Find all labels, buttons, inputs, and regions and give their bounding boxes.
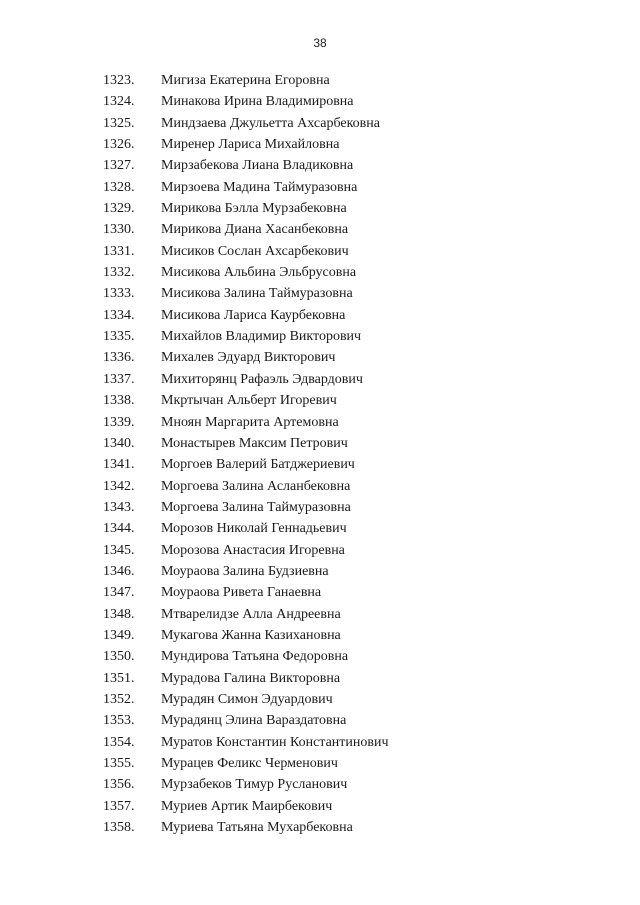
list-item xyxy=(0,134,640,155)
list-item xyxy=(0,198,640,219)
list-item xyxy=(0,817,640,838)
entry-number: 1331. xyxy=(103,243,135,259)
entry-name: Миренер Лариса Михайловна xyxy=(161,137,340,153)
list-item xyxy=(0,774,640,795)
entry-name: Михалев Эдуард Викторович xyxy=(161,350,336,366)
entry-number: 1343. xyxy=(103,499,135,515)
list-item xyxy=(0,412,640,433)
entry-name: Миндзаева Джульетта Ахсарбековна xyxy=(161,115,381,131)
list-item xyxy=(0,454,640,475)
entry-number: 1356. xyxy=(103,777,135,793)
entry-name: Мурзабеков Тимур Русланович xyxy=(161,777,348,793)
entry-number: 1335. xyxy=(103,329,135,345)
list-item xyxy=(0,155,640,176)
list-item xyxy=(0,625,640,646)
entry-name: Мисиков Сослан Ахсарбекович xyxy=(161,243,349,259)
entry-number: 1357. xyxy=(103,798,135,814)
list-item xyxy=(0,241,640,262)
list-item xyxy=(0,796,640,817)
entry-number: 1336. xyxy=(103,350,135,366)
entry-number: 1329. xyxy=(103,201,135,217)
entry-number: 1325. xyxy=(103,115,135,131)
list-item xyxy=(0,753,640,774)
entry-name: Мноян Маргарита Артемовна xyxy=(161,414,339,430)
entry-number: 1330. xyxy=(103,222,135,238)
list-item xyxy=(0,283,640,304)
entry-number: 1355. xyxy=(103,756,135,771)
entry-number: 1351. xyxy=(103,670,135,686)
entry-name: Мундирова Татьяна Федоровна xyxy=(161,649,349,665)
entry-name: Мисикова Залина Таймуразовна xyxy=(161,286,353,302)
list-item xyxy=(0,113,640,134)
list-item xyxy=(0,582,640,603)
entry-name: Моураова Залина Будзиевна xyxy=(161,563,329,579)
entry-name: Минакова Ирина Владимировна xyxy=(161,94,354,110)
entry-name: Моураова Ривета Ганаевна xyxy=(161,585,322,601)
list-item xyxy=(0,433,640,454)
list-item xyxy=(0,262,640,283)
entry-number: 1338. xyxy=(103,393,135,409)
entry-name: Мурадова Галина Викторовна xyxy=(161,670,341,686)
entry-name: Мурадян Симон Эдуардович xyxy=(161,691,333,707)
entry-name: Муратов Константин Константинович xyxy=(161,734,389,750)
list-item xyxy=(0,347,640,368)
list-item xyxy=(0,219,640,240)
entry-name: Мурадянц Элина Вараздатовна xyxy=(161,713,347,729)
entry-name: Моргоева Залина Таймуразовна xyxy=(161,499,351,515)
list-item xyxy=(0,476,640,497)
list-item xyxy=(0,326,640,347)
list-item xyxy=(0,91,640,112)
entry-name: Мирзабекова Лиана Владиковна xyxy=(161,158,354,174)
entry-number: 1345. xyxy=(103,542,135,558)
list-item xyxy=(0,732,640,753)
list-item xyxy=(0,177,640,198)
entry-name: Монастырев Максим Петрович xyxy=(161,435,348,451)
list-item xyxy=(0,689,640,710)
list-item xyxy=(0,369,640,390)
list-item xyxy=(0,390,640,411)
list-item xyxy=(0,497,640,518)
list-item xyxy=(0,305,640,326)
list-item xyxy=(0,668,640,689)
list-item xyxy=(0,604,640,625)
entry-name: Муриева Татьяна Мухарбековна xyxy=(161,820,353,836)
entry-number: 1348. xyxy=(103,606,135,622)
entry-name: Муриев Артик Маирбекович xyxy=(161,798,333,814)
entry-name: Мигиза Екатерина Егоровна xyxy=(161,73,330,88)
entry-number: 1346. xyxy=(103,563,135,579)
entry-name: Мирикова Бэлла Мурзабековна xyxy=(161,201,347,217)
list-item xyxy=(0,518,640,539)
entry-name: Мтварелидзе Алла Андреевна xyxy=(161,606,341,622)
entry-number: 1358. xyxy=(103,820,135,836)
entry-name: Мурацев Феликс Черменович xyxy=(161,756,338,771)
entry-number: 1347. xyxy=(103,585,135,601)
list-item xyxy=(0,710,640,731)
list-item xyxy=(0,540,640,561)
list-item xyxy=(0,561,640,582)
entry-name: Михайлов Владимир Викторович xyxy=(161,329,362,345)
entry-name: Михиторянц Рафаэль Эдвардович xyxy=(161,371,363,387)
list-item xyxy=(0,646,640,667)
entry-name: Мирикова Диана Хасанбековна xyxy=(161,222,349,238)
entry-name: Мирзоева Мадина Таймуразовна xyxy=(161,179,358,195)
entry-name: Мукагова Жанна Казихановна xyxy=(161,627,341,643)
entry-number: 1341. xyxy=(103,457,135,473)
entry-number: 1337. xyxy=(103,371,135,387)
entry-number: 1352. xyxy=(103,691,135,707)
entry-number: 1323. xyxy=(103,73,135,88)
entry-number: 1349. xyxy=(103,627,135,643)
entry-number: 1326. xyxy=(103,137,135,153)
entry-number: 1332. xyxy=(103,265,135,281)
entry-name: Моргоев Валерий Батджериевич xyxy=(161,457,355,473)
entry-number: 1328. xyxy=(103,179,135,195)
entry-number: 1334. xyxy=(103,307,135,323)
entry-name: Мисикова Альбина Эльбрусовна xyxy=(161,265,357,281)
entry-number: 1354. xyxy=(103,734,135,750)
entry-number: 1340. xyxy=(103,435,135,451)
entry-number: 1324. xyxy=(103,94,135,110)
entry-number: 1344. xyxy=(103,521,135,537)
entry-number: 1342. xyxy=(103,478,135,494)
list-item xyxy=(0,70,640,91)
page-number: 38 xyxy=(313,36,327,50)
entry-number: 1353. xyxy=(103,713,135,729)
entry-name: Мисикова Лариса Каурбековна xyxy=(161,307,346,323)
entry-number: 1333. xyxy=(103,286,135,302)
entry-name: Морозова Анастасия Игоревна xyxy=(161,542,345,558)
entry-number: 1350. xyxy=(103,649,135,665)
entry-number: 1339. xyxy=(103,414,135,430)
entry-name: Моргоева Залина Асланбековна xyxy=(161,478,351,494)
name-list xyxy=(0,70,640,838)
entry-number: 1327. xyxy=(103,158,135,174)
entry-name: Мкртычан Альберт Игоревич xyxy=(161,393,337,409)
entry-name: Морозов Николай Геннадьевич xyxy=(161,521,347,537)
